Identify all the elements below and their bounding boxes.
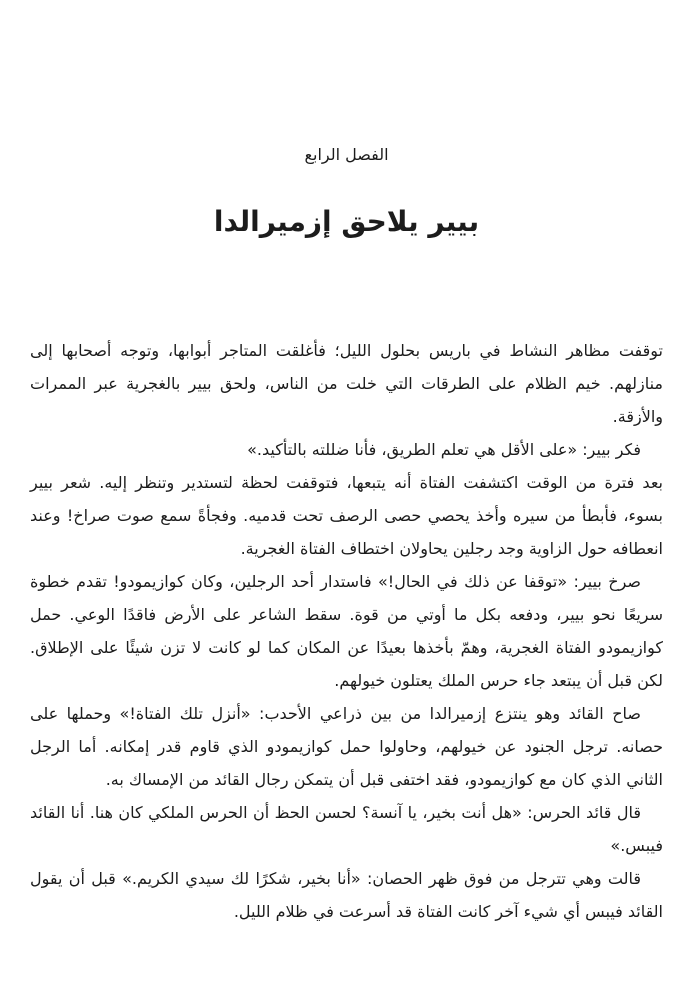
paragraph: صرخ بيير: «توقفا عن ذلك في الحال!» فاستدار أحد الرجلين، وكان كوازيمودو! تقدم خطوة سريعًا نحو بيير، ودفعه بكل ما أوتي من قوة. سقط الشاعر على الأرض فاقدًا الوعي. حمل كوازيمودو الفتاة الغجرية، وهمّ بأخذها بعيدًا عن المكان كما لو كانت لا تزن شيئًا على الإطلاق. لكن قبل أن يبتعد جاء حرس الملك يعتلون خيولهم.: [30, 572, 663, 690]
chapter-title: بيير يلاحق إزميرالدا: [213, 205, 480, 238]
paragraph: توقفت مظاهر النشاط في باريس بحلول الليل؛ فأغلقت المتاجر أبوابها، وتوجه أصحابها إلى منازلهم. خيم الظلام على الطرقات التي خلت من الناس، ولحق بيير بالغجرية عبر الممرات والأزقة.: [30, 341, 663, 426]
paragraph: بعد فترة من الوقت اكتشفت الفتاة أنه يتبعها، فتوقفت لحظة لتستدير وتنظر إليه. شعر بيير بسوء، فأبطأ من سيره وأخذ يحصي حصى الرصف تحت قدميه. وفجأةً سمع صوت صراخ! وعند انعطافه حول الزاوية وجد رجلين يحاولان اختطاف الفتاة الغجرية.: [30, 473, 663, 558]
paragraph: قالت وهي تترجل من فوق ظهر الحصان: «أنا بخير، شكرًا لك سيدي الكريم.» قبل أن يقول القائد فيبس أي شيء آخر كانت الفتاة قد أسرعت في ظلام الليل.: [30, 869, 663, 921]
paragraph: صاح القائد وهو ينتزع إزميرالدا من بين ذراعي الأحدب: «أنزل تلك الفتاة!» وحملها على حصانه. ترجل الجنود عن خيولهم، وحاولوا حمل كوازيمودو الذي قاوم قدر إمكانه. أما الرجل الثاني الذي كان مع كوازيمودو، فقد اختفى قبل أن يتمكن رجال القائد من الإمساك به.: [30, 704, 663, 789]
chapter-body: [30, 334, 663, 928]
chapter-label: الفصل الرابع: [304, 145, 389, 164]
paragraph: قال قائد الحرس: «هل أنت بخير، يا آنسة؟ لحسن الحظ أن الحرس الملكي كان هنا. أنا القائد فيبس.»: [30, 803, 663, 855]
paragraph: فكر بيير: «على الأقل هي تعلم الطريق، فأنا ضللته بالتأكيد.»: [247, 440, 641, 459]
